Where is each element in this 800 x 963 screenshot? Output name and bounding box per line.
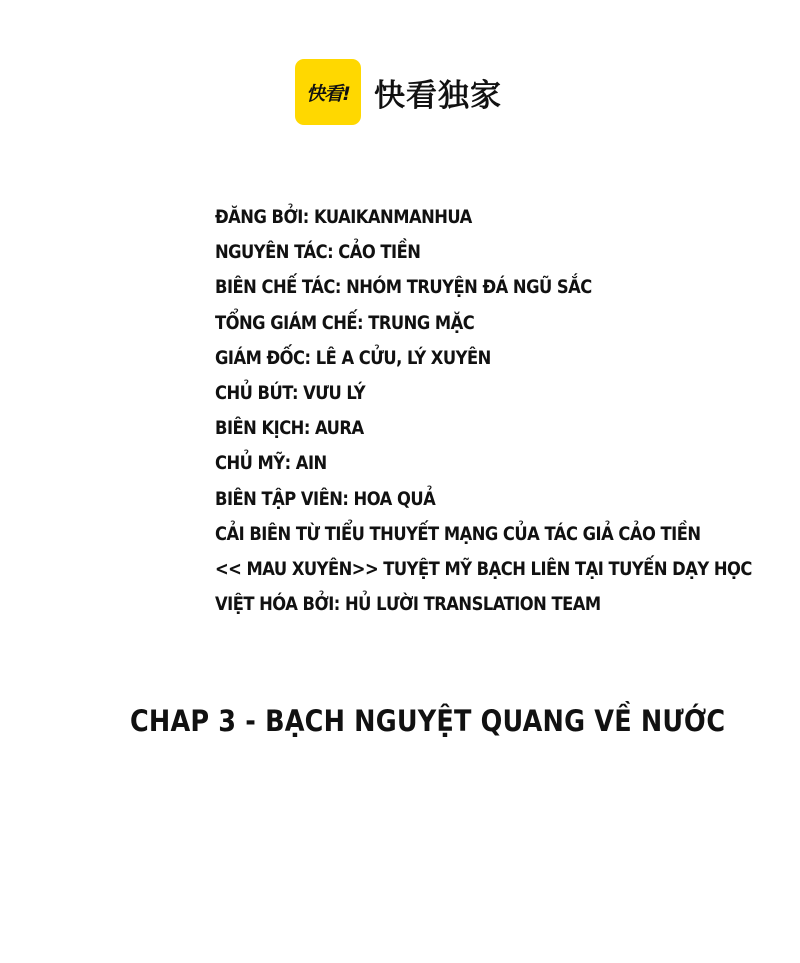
credit-line: GIÁM ĐỐC: LÊ A CỬU, LÝ XUYÊN (215, 346, 491, 369)
credit-line: CHỦ MỸ: AIN (215, 452, 327, 475)
credit-line: BIÊN TẬP VIÊN: HOA QUẢ (215, 487, 436, 510)
logo-text: 快看! (306, 82, 350, 105)
credit-line: CẢI BIÊN TỪ TIỂU THUYẾT MẠNG CỦA TÁC GIẢ CẢO TIỀN (215, 522, 701, 545)
brand-header (295, 59, 502, 125)
credit-line: NGUYÊN TÁC: CẢO TIỀN (215, 241, 421, 264)
credit-line: BIÊN KỊCH: AURA (215, 417, 364, 440)
kuaikan-logo (295, 59, 361, 125)
credit-line: VIỆT HÓA BỞI: HỦ LƯỜI TRANSLATION TEAM (215, 593, 601, 616)
credit-line: BIÊN CHẾ TÁC: NHÓM TRUYỆN ĐÁ NGŨ SẮC (215, 276, 592, 299)
credit-line: CHỦ BÚT: VƯU LÝ (215, 381, 366, 404)
credit-line: << MAU XUYÊN>> TUYỆT MỸ BẠCH LIÊN TẠI TUYẾN DẠY HỌC (215, 557, 752, 580)
credit-line: TỔNG GIÁM CHẾ: TRUNG MẶC (215, 311, 475, 334)
chapter-title: CHAP 3 - BẠCH NGUYỆT QUANG VỀ NƯỚC (130, 704, 726, 738)
brand-name: 快看独家 (374, 77, 502, 114)
credit-line: ĐĂNG BỞI: KUAIKANMANHUA (215, 206, 472, 228)
credits-list (215, 200, 800, 622)
